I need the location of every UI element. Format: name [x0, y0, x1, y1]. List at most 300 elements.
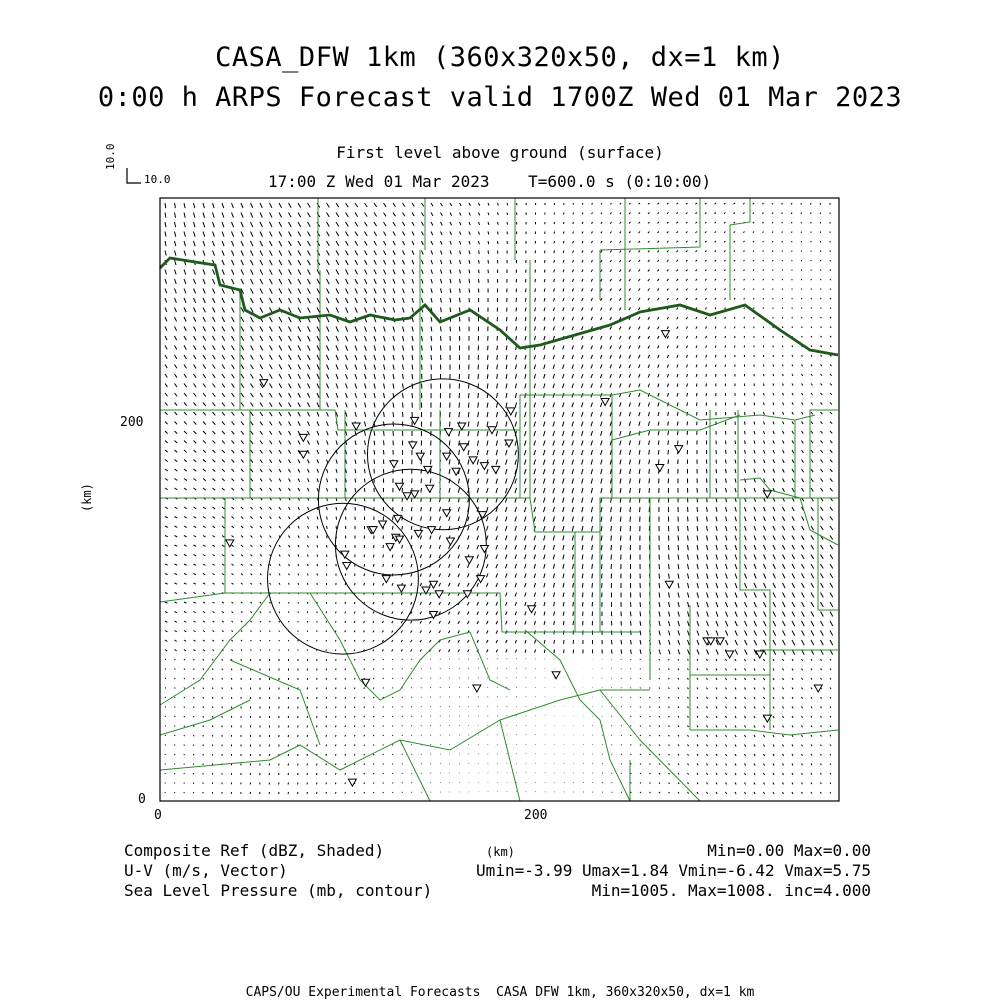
wind-vector [392, 678, 393, 679]
wind-vector [241, 441, 244, 444]
wind-vector [364, 612, 365, 614]
wind-vector [707, 783, 708, 785]
wind-vector [402, 783, 403, 784]
wind-vector [165, 640, 167, 641]
wind-vector [336, 441, 337, 445]
wind-vector [811, 441, 813, 444]
wind-vector [213, 441, 216, 444]
wind-vector [638, 317, 640, 320]
wind-vector [659, 621, 660, 626]
wind-vector [772, 203, 773, 204]
wind-vector [374, 308, 376, 313]
wind-vector [716, 773, 717, 775]
wind-vector [515, 365, 516, 370]
wind-vector [745, 783, 746, 785]
wind-vector [688, 669, 689, 671]
station-marker [726, 651, 734, 658]
legend-pressure-name: Sea Level Pressure (mb, contour) [124, 881, 433, 900]
wind-vector [346, 412, 348, 417]
wind-vector [754, 479, 755, 483]
wind-vector [298, 327, 301, 332]
wind-vector [392, 764, 393, 765]
wind-vector [260, 251, 263, 256]
wind-vector [289, 355, 292, 360]
wind-vector [650, 745, 651, 746]
wind-vector [422, 317, 423, 322]
wind-vector [298, 251, 301, 256]
wind-vector [373, 602, 374, 604]
wind-vector [659, 669, 660, 670]
wind-vector [563, 298, 564, 301]
wind-vector [735, 764, 736, 766]
wind-vector [601, 270, 602, 272]
wind-vector [745, 431, 746, 434]
wind-vector [298, 507, 299, 510]
wind-vector [619, 374, 621, 378]
wind-vector [364, 745, 365, 746]
wind-vector [506, 612, 507, 616]
wind-vector [298, 279, 301, 284]
wind-vector [431, 355, 432, 360]
wind-vector [251, 203, 253, 208]
wind-vector [629, 251, 631, 253]
wind-vector [734, 213, 735, 214]
wind-vector [203, 574, 205, 575]
wind-vector [498, 213, 499, 216]
wind-vector [782, 241, 783, 242]
wind-vector [251, 251, 254, 256]
wind-vector [412, 260, 414, 264]
wind-vector [336, 507, 337, 510]
wind-vector [802, 545, 805, 549]
wind-vector [346, 460, 347, 464]
wind-vector [184, 659, 185, 660]
wind-vector [260, 365, 263, 370]
wind-vector [591, 346, 593, 350]
wind-vector [678, 545, 679, 550]
wind-vector [696, 289, 697, 291]
wind-vector [792, 612, 795, 617]
wind-vector [431, 241, 433, 245]
wind-vector [640, 764, 641, 765]
wind-vector [289, 232, 292, 237]
wind-vector [241, 488, 243, 491]
wind-vector [821, 488, 823, 491]
wind-vector [232, 346, 235, 351]
wind-vector [573, 621, 574, 625]
wind-vector [802, 688, 803, 690]
wind-vector [629, 260, 631, 262]
wind-vector [232, 270, 234, 275]
wind-vector [251, 517, 253, 519]
wind-vector [326, 783, 327, 785]
wind-vector [610, 308, 612, 311]
wind-vector [346, 393, 348, 398]
wind-vector [754, 583, 756, 588]
wind-vector [802, 450, 804, 453]
wind-vector [534, 498, 536, 503]
wind-vector [716, 764, 717, 766]
wind-vector [544, 640, 545, 644]
wind-vector [203, 526, 206, 528]
wind-vector [411, 792, 412, 793]
wind-vector [477, 526, 479, 531]
wind-vector [260, 222, 262, 227]
wind-vector [657, 213, 659, 214]
wind-vector [773, 441, 774, 444]
wind-vector [657, 260, 659, 262]
wind-vector [365, 308, 367, 313]
wind-vector [745, 583, 747, 588]
wind-vector [658, 393, 659, 397]
wind-vector [562, 479, 564, 484]
wind-vector [811, 555, 814, 559]
wind-vector [308, 241, 311, 246]
wind-vector [745, 536, 747, 541]
wind-vector [830, 612, 833, 617]
wind-vector [754, 526, 756, 531]
wind-vector [317, 365, 319, 370]
wind-vector [260, 488, 262, 491]
wind-vector [270, 251, 273, 256]
wind-vector [403, 384, 404, 389]
wind-vector [308, 412, 310, 416]
wind-vector [802, 336, 803, 337]
wind-vector [830, 764, 831, 765]
wind-vector [667, 384, 668, 387]
wind-vector [468, 536, 469, 540]
wind-vector [754, 678, 755, 680]
wind-vector [260, 260, 263, 265]
wind-vector [754, 716, 755, 718]
wind-vector [345, 783, 346, 785]
wind-vector [754, 441, 755, 444]
wind-vector [459, 441, 460, 446]
wind-vector [735, 659, 736, 661]
wind-vector [165, 431, 168, 434]
wind-vector [194, 336, 196, 340]
wind-vector [458, 583, 460, 586]
wind-vector [783, 469, 785, 473]
wind-vector [487, 431, 488, 436]
wind-vector [270, 270, 273, 275]
wind-vector [354, 631, 355, 633]
wind-vector [477, 612, 479, 615]
wind-vector [620, 203, 621, 204]
wind-vector [336, 289, 339, 294]
wind-vector [678, 583, 679, 588]
wind-vector [649, 441, 650, 445]
wind-vector [811, 574, 814, 579]
wind-vector [450, 289, 451, 293]
wind-vector [543, 450, 545, 455]
wind-vector [591, 422, 593, 427]
wind-vector [251, 650, 252, 651]
wind-vector [422, 298, 423, 303]
wind-vector [317, 441, 319, 445]
wind-vector [764, 517, 766, 521]
wind-vector [745, 564, 747, 569]
wind-vector [373, 640, 374, 642]
wind-vector [222, 289, 224, 294]
wind-vector [326, 735, 327, 737]
wind-vector [213, 270, 215, 275]
wind-vector [688, 783, 689, 785]
wind-vector [648, 203, 649, 204]
wind-vector [629, 270, 631, 272]
wind-vector [783, 507, 785, 511]
wind-vector [184, 545, 187, 546]
wind-vector [317, 289, 320, 294]
wind-vector [468, 431, 469, 436]
wind-vector [441, 270, 442, 274]
wind-vector [393, 260, 395, 265]
wind-vector [251, 431, 254, 435]
wind-vector [354, 754, 355, 755]
wind-vector [298, 469, 300, 472]
wind-vector [582, 232, 583, 234]
wind-vector [497, 374, 498, 379]
wind-vector [791, 203, 792, 204]
wind-vector [412, 298, 413, 303]
wind-vector [222, 336, 225, 341]
wind-vector [384, 222, 387, 226]
wind-vector [213, 479, 216, 481]
wind-vector [688, 659, 689, 661]
wind-vector [705, 260, 706, 261]
wind-vector [175, 716, 176, 717]
wind-vector [591, 355, 593, 359]
wind-vector [582, 289, 583, 292]
wind-vector [743, 213, 744, 214]
wind-vector [317, 479, 318, 483]
wind-vector [241, 279, 244, 284]
wind-vector [553, 498, 555, 503]
wind-vector [298, 526, 299, 529]
wind-vector [279, 450, 281, 454]
wind-vector [298, 564, 299, 566]
wind-vector [659, 726, 660, 727]
wind-vector [184, 213, 185, 218]
wind-vector [707, 612, 709, 617]
wind-vector [270, 564, 271, 566]
wind-vector [384, 298, 386, 303]
wind-vector [411, 555, 412, 558]
wind-vector [184, 631, 186, 632]
wind-vector [801, 203, 802, 205]
wind-vector [715, 241, 716, 242]
wind-vector [194, 289, 196, 294]
wind-vector [448, 574, 450, 578]
wind-vector [448, 612, 450, 615]
wind-vector [460, 298, 461, 302]
wind-vector [213, 222, 215, 227]
wind-vector [573, 564, 574, 569]
wind-vector [716, 536, 717, 541]
wind-vector [393, 346, 394, 351]
wind-vector [327, 422, 329, 426]
wind-vector [525, 564, 526, 568]
wind-vector [279, 602, 280, 603]
wind-vector [289, 403, 291, 407]
wind-vector [308, 526, 309, 529]
wind-vector [213, 612, 215, 613]
wind-vector [260, 327, 263, 332]
wind-vector [469, 270, 470, 274]
wind-vector [317, 412, 319, 417]
wind-vector [383, 792, 384, 793]
wind-vector [811, 792, 812, 794]
wind-vector [382, 602, 383, 604]
wind-vector [354, 707, 355, 708]
wind-vector [448, 602, 450, 605]
wind-vector [422, 241, 424, 245]
wind-vector [582, 213, 583, 215]
wind-vector [184, 222, 185, 227]
wind-vector [601, 488, 602, 493]
wind-vector [374, 279, 376, 284]
wind-vector [620, 422, 621, 427]
wind-vector [562, 422, 564, 427]
wind-vector [696, 317, 697, 319]
wind-vector [364, 735, 365, 736]
wind-vector [620, 251, 621, 253]
wind-vector [487, 640, 488, 643]
station-marker [379, 521, 387, 528]
wind-vector [667, 279, 669, 281]
wind-vector [792, 621, 795, 626]
wind-vector [308, 374, 310, 379]
wind-vector [762, 213, 763, 214]
wind-vector [448, 583, 450, 586]
wind-vector [802, 374, 803, 376]
wind-vector [601, 507, 602, 512]
wind-vector [791, 222, 792, 223]
wind-vector [802, 745, 803, 747]
wind-vector [753, 298, 754, 299]
wind-vector [165, 336, 167, 340]
wind-vector [354, 716, 355, 717]
wind-vector [232, 298, 235, 303]
wind-vector [792, 783, 793, 785]
wind-vector [403, 403, 404, 408]
wind-vector [697, 593, 699, 598]
wind-vector [279, 545, 280, 547]
wind-vector [543, 479, 545, 484]
wind-vector [535, 298, 536, 302]
wind-vector [553, 450, 555, 455]
wind-vector [336, 251, 339, 256]
wind-vector [610, 488, 611, 493]
wind-vector [688, 621, 690, 626]
wind-vector [553, 441, 555, 446]
station-marker [428, 527, 436, 534]
wind-vector [279, 232, 282, 237]
wind-vector [783, 384, 784, 386]
wind-vector [629, 393, 630, 397]
station-marker [382, 576, 390, 583]
wind-vector [764, 574, 766, 579]
wind-vector [403, 232, 405, 236]
wind-vector [373, 735, 374, 736]
wind-vector [544, 289, 545, 292]
wind-vector [298, 536, 299, 538]
wind-vector [631, 792, 632, 793]
wind-vector [754, 564, 756, 569]
wind-vector [422, 374, 423, 379]
wind-vector [232, 422, 235, 425]
wind-vector [573, 612, 574, 616]
wind-vector [553, 403, 555, 408]
wind-vector [355, 488, 356, 492]
wind-vector [270, 279, 273, 284]
wind-vector [383, 745, 384, 746]
wind-vector [317, 346, 319, 351]
wind-vector [222, 612, 224, 613]
wind-vector [773, 735, 774, 737]
wind-vector [203, 374, 206, 378]
wind-vector [735, 488, 736, 492]
wind-vector [326, 792, 327, 794]
wind-vector [354, 612, 355, 614]
wind-vector [279, 279, 282, 284]
wind-vector [374, 317, 376, 322]
wind-vector [165, 279, 167, 284]
wind-vector [354, 773, 355, 774]
wind-vector [619, 289, 621, 291]
wind-vector [175, 393, 178, 396]
wind-vector [620, 517, 621, 522]
wind-vector [726, 792, 727, 794]
wind-vector [572, 507, 573, 512]
wind-vector [783, 754, 784, 756]
wind-vector [496, 564, 498, 568]
wind-vector [688, 631, 690, 636]
wind-vector [194, 393, 197, 397]
wind-vector [754, 688, 755, 690]
wind-vector [222, 384, 225, 388]
wind-vector [716, 621, 718, 626]
wind-vector [707, 526, 708, 531]
wind-vector [449, 469, 450, 474]
wind-vector [592, 583, 593, 588]
wind-vector [402, 507, 403, 511]
wind-vector [811, 640, 814, 645]
wind-vector [488, 232, 489, 235]
wind-vector [251, 488, 253, 491]
wind-vector [289, 450, 291, 454]
wind-vector [688, 650, 690, 655]
wind-vector [687, 365, 688, 368]
wind-vector [802, 602, 805, 607]
wind-vector [821, 773, 822, 775]
wind-vector [336, 517, 337, 520]
wind-vector [620, 469, 621, 474]
wind-vector [696, 365, 697, 368]
wind-vector [392, 707, 393, 708]
county-border-line [400, 740, 430, 801]
wind-vector [420, 545, 421, 549]
wind-vector [374, 251, 376, 256]
wind-vector [696, 374, 697, 377]
wind-vector [251, 640, 252, 641]
wind-vector [726, 726, 727, 728]
wind-vector [477, 602, 479, 605]
wind-vector [420, 602, 421, 605]
wind-vector [365, 346, 367, 351]
wind-vector [213, 450, 216, 453]
wind-vector [421, 507, 422, 511]
